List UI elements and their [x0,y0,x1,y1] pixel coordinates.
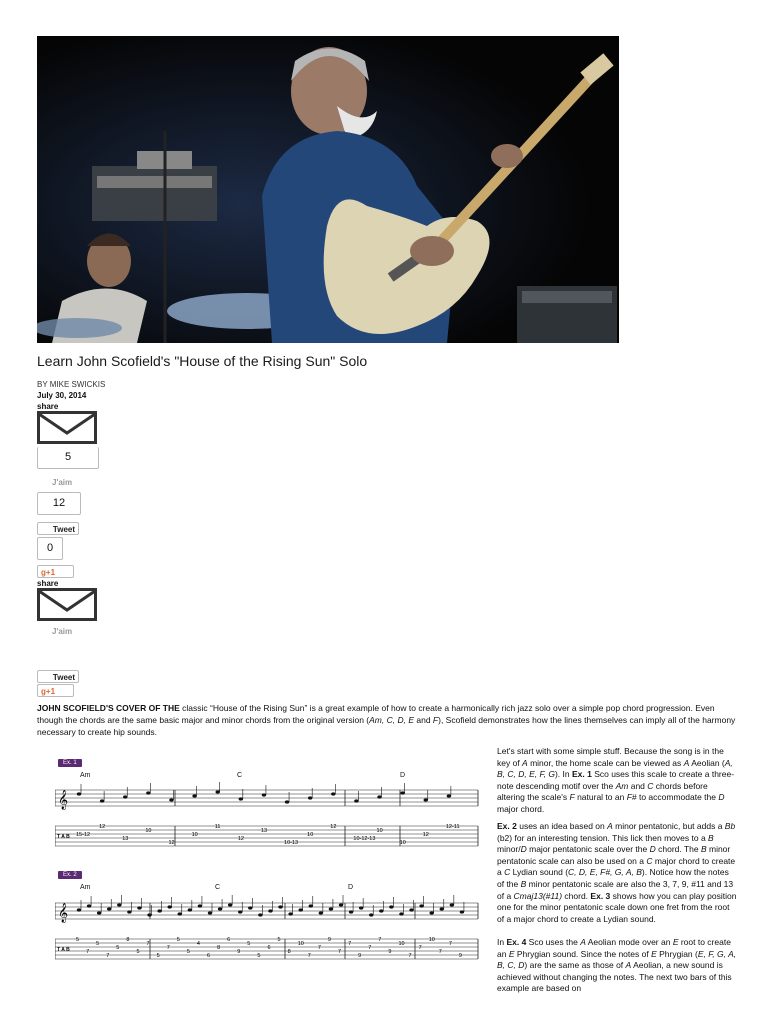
gplus-label: +1 [45,568,56,577]
note-head [359,906,363,909]
tab-fret-number: 12-11 [445,824,460,830]
tab-fret-number: 12 [330,824,337,830]
byline: BY MIKE SWICKIS [37,380,106,389]
tab-fret-number: 5 [247,941,251,947]
note-head [137,906,141,909]
note-head [228,903,232,906]
note-head [377,795,381,798]
tab-fret-number: 5 [156,953,160,959]
note-head [248,906,252,909]
note-head [192,794,196,797]
note-head [409,908,413,911]
note-head [450,903,454,906]
note-head [400,791,404,794]
note-head [188,908,192,911]
tab-fret-number: 7 [338,949,342,955]
email-share-button[interactable] [37,411,97,444]
example-2-notation [55,895,480,967]
body-paragraph-1: Let's start with some simple stuff. Because the song is in the key of A minor, the home scale can be viewed as A Aeolian (A, B, C, D, E, F, G). In Ex. 1 Sco uses this scale to create a three-note descending motif over the Am and C chords before altering the scale's F natural to an F# to accommodate the D major chord. [497,746,735,814]
tab-fret-number: 5 [116,945,120,951]
like-count [37,447,99,469]
tab-fret-number: 7 [408,953,412,959]
tab-fret-number: 10 [398,941,405,947]
tab-fret-number: 7 [448,941,452,947]
chord-label: D [348,884,354,891]
note-head [285,800,289,803]
chord-label: C [237,772,243,779]
note-head [319,911,323,914]
tab-fret-number: 9 [237,949,241,955]
note-head [87,904,91,907]
note-head [349,910,353,913]
tab-fret-number: 9 [327,937,331,943]
note-head [218,907,222,910]
tab-fret-number: 10 [376,828,383,834]
note-head [127,910,131,913]
tab-fret-number: 10 [145,828,152,834]
note-head [329,907,333,910]
note-head [258,913,262,916]
tab-fret-number: 10 [297,941,304,947]
tab-fret-number: 9 [458,953,462,959]
like-button-2[interactable]: J'aim [52,627,73,636]
tab-fret-number: 7 [146,941,150,947]
tab-fret-number: 6 [227,937,231,943]
tab-fret-number: 10 [191,832,198,838]
envelope-icon [37,588,97,621]
note-head [107,907,111,910]
gplus-icon: g [41,568,46,577]
note-head [369,913,373,916]
note-head [97,911,101,914]
note-head [399,912,403,915]
note-head [216,790,220,793]
note-head [424,798,428,801]
tab-fret-number: 7 [106,953,110,959]
intro-text: ), Scofield demonstrates how the lines themselves can imply all of the harmony necessary to create hip sounds. [37,715,736,737]
intro-chord: F [432,715,439,725]
tweet-count: 0 [37,537,63,560]
note-head [157,909,161,912]
note-head [278,905,282,908]
note-head [169,798,173,801]
intro-paragraph [37,702,737,738]
example-1-notation [55,782,480,854]
gplus-button[interactable] [37,565,74,578]
note-head [198,904,202,907]
tab-fret-number: 5 [136,949,140,955]
tab-fret-number: 7 [438,949,442,955]
example-1-label: Ex. 1 [58,759,82,767]
article-title: Learn John Scofield's "House of the Rising Sun" Solo [37,353,368,369]
like-count-value: 5 [64,451,72,463]
chord-label: Am [80,772,91,779]
note-head [123,795,127,798]
intro-chords: Am, C, D, E [369,715,415,725]
note-head [146,791,150,794]
note-head [389,905,393,908]
tab-fret-number: 10-12-13 [353,836,376,842]
chord-label: Am [80,884,91,891]
note-head [354,799,358,802]
note-head [419,904,423,907]
chord-label: C [215,884,221,891]
tab-fret-number: 15-12 [76,832,91,838]
email-share-button-2[interactable] [37,588,97,621]
tab-fret-number: 10 [399,840,406,846]
note-head [268,909,272,912]
tab-fret-number: 6 [267,945,271,951]
tab-fret-number: 6 [207,953,211,959]
tab-fret-number: 7 [166,945,170,951]
gplus-label-2: +1 [45,687,56,696]
note-head [339,903,343,906]
tab-fret-number: 7 [368,945,372,951]
note-head [308,796,312,799]
note-head [208,911,212,914]
tab-fret-number: 11 [214,824,221,830]
tweet-button[interactable]: Tweet [37,522,79,535]
note-head [262,793,266,796]
tab-fret-number: 8 [126,937,130,943]
share-label: share [37,402,59,411]
tab-fret-number: 5 [277,937,281,943]
tab-fret-number: 4 [196,941,200,947]
tab-fret-number: 7 [348,941,352,947]
note-head [309,904,313,907]
intro-lead: JOHN SCOFIELD'S COVER OF THE [37,703,180,713]
note-head [100,799,104,802]
tab-fret-number: 10 [428,937,435,943]
note-head [429,911,433,914]
note-head [239,797,243,800]
note-head [77,908,81,911]
note-head [331,792,335,795]
note-head [298,908,302,911]
note-head [238,910,242,913]
tweet-button-2[interactable]: Tweet [37,670,79,683]
note-head [460,910,464,913]
tab-marker: T A B [57,947,70,953]
note-head [147,913,151,916]
publish-date: July 30, 2014 [37,391,87,400]
gplus-icon: g [41,687,46,696]
tab-marker: T A B [57,834,70,840]
chord-label: D [400,772,406,779]
tab-fret-number: 7 [317,945,321,951]
tab-fret-number: 5 [96,941,100,947]
tab-fret-number: 13 [122,836,129,842]
tab-fret-number: 10-13 [284,840,299,846]
tab-fret-number: 13 [260,828,268,834]
note-head [288,912,292,915]
tab-fret-number: 5 [176,937,180,943]
hero-photo [37,36,619,343]
body-paragraph-3: In Ex. 4 Sco uses the A Aeolian mode over an E root to create an E Phrygian sound. Since the notes of E Phrygian (E, F, G, A, B, C, D) are the same as those of A Aeolian, a new sound is achieved without changing the notes. The next two bars of this example are based on [497,937,737,994]
body-paragraph-2: Ex. 2 uses an idea based on A minor pentatonic, but adds a Bb (b2) for an interesting tension. This lick then moves to a B minor/D major pentatonic scale over the D chord. The B minor pentatonic scale can also be used on a C major chord to create a C Lydian sound (C, D, E, F#, G, A, B). Notice how the notes of the B minor pentatonic scale are also the 3, 7, 9, #11 and 13 of a Cmaj13(#11) chord. Ex. 3 shows how you can play position one for the minor pentatonic scale down one fret from the root of a major chord to create a Lydian sound. [497,821,737,924]
tab-fret-number: 9 [358,953,362,959]
treble-clef: 𝄞 [58,903,69,923]
tab-fret-number: 7 [418,945,422,951]
like-button[interactable]: J'aim [52,478,73,487]
tab-fret-number: 5 [76,937,80,943]
tab-fret-number: 7 [378,937,382,943]
tab-fret-number: 7 [86,949,90,955]
note-head [77,792,81,795]
example-2-label: Ex. 2 [58,871,82,879]
share-label-2: share [37,579,59,588]
note-head [447,794,451,797]
concert-image [37,36,619,343]
tab-fret-number: 8 [217,945,221,951]
tab-fret-number: 7 [307,953,311,959]
tab-fret-number: 12 [422,832,429,838]
tab-fret-number: 12 [168,840,175,846]
tab-fret-number: 5 [257,953,261,959]
tab-fret-number: 12 [237,836,244,842]
share-count: 12 [37,492,81,515]
note-head [167,905,171,908]
tab-fret-number: 10 [307,832,314,838]
note-head [178,912,182,915]
note-head [379,909,383,912]
tab-fret-number: 9 [388,949,392,955]
gplus-button-2[interactable] [37,684,74,697]
tab-fret-number: 5 [186,949,190,955]
note-head [440,907,444,910]
envelope-icon [37,411,97,444]
tab-fret-number: 12 [99,824,106,830]
note-head [117,903,121,906]
intro-text: and [414,715,433,725]
treble-clef: 𝄞 [58,790,69,810]
intro-text: classic “House of the Rising Sun” is a great example of how to create a harmonically rich jazz solo over a simple pop chord progression. Even though the chords are the same basic major and minor chords from the original version ( [37,703,715,725]
tab-fret-number: 8 [287,949,291,955]
